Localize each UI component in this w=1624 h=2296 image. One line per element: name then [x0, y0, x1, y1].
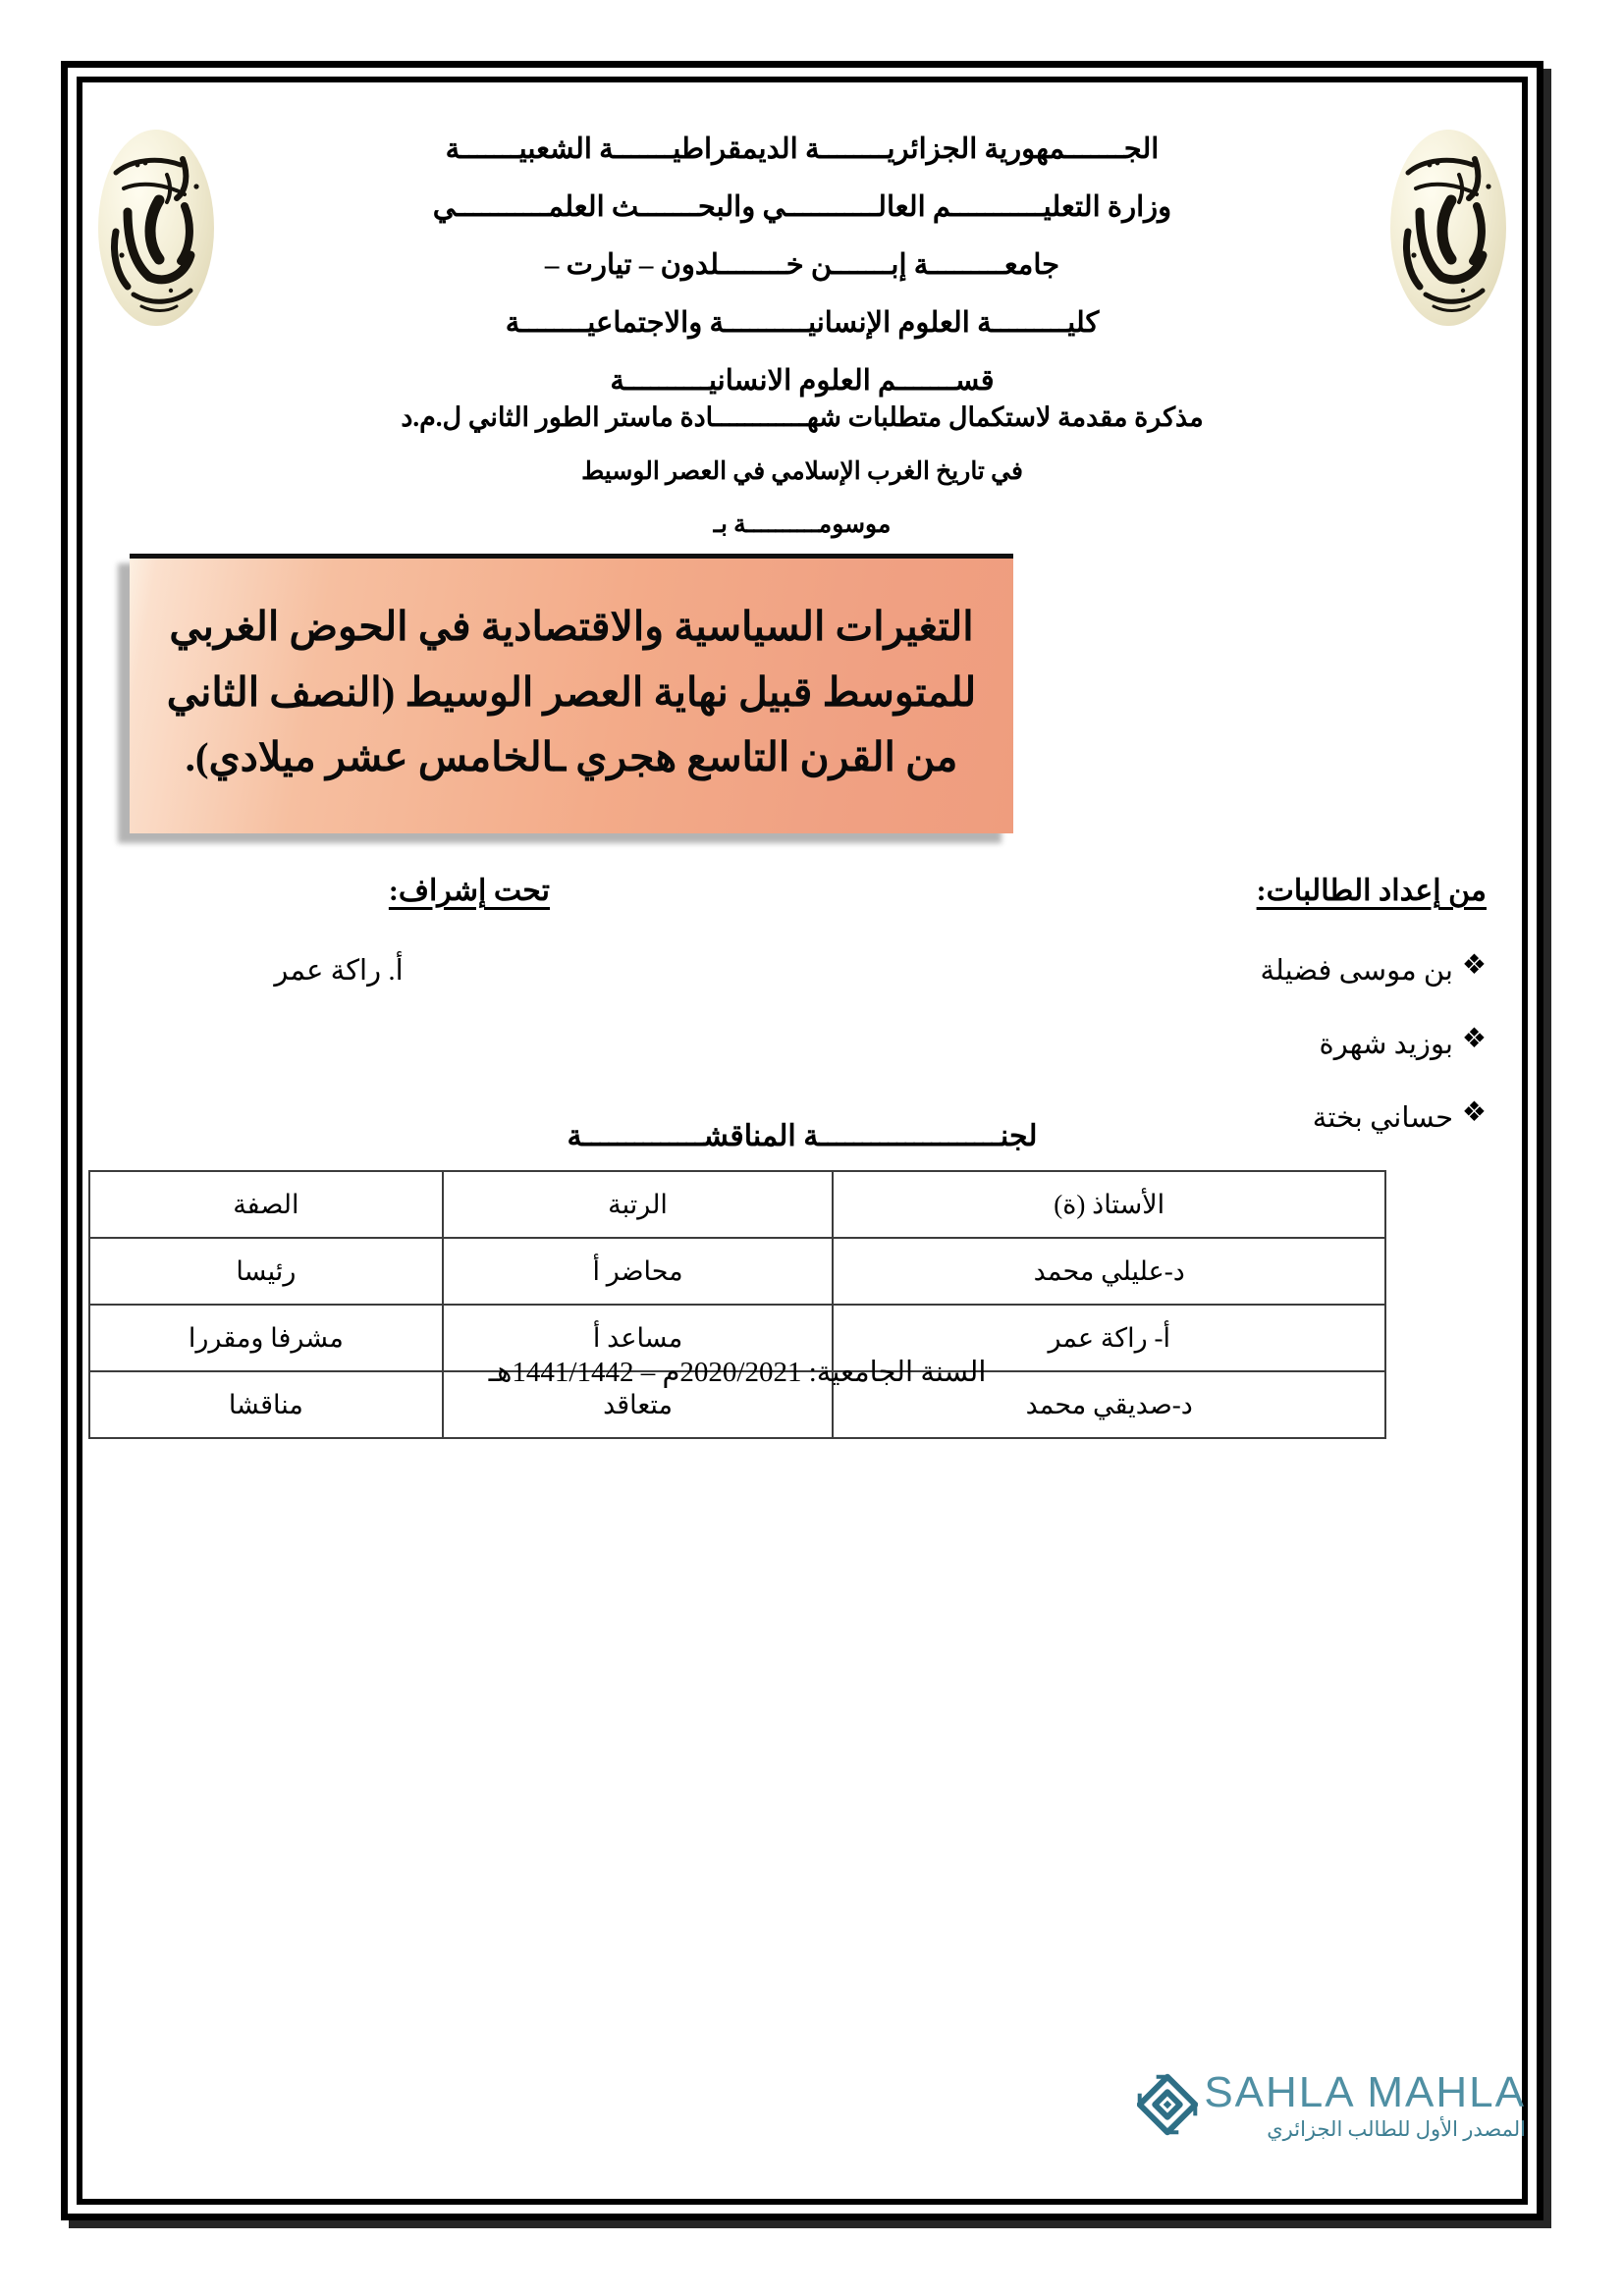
thesis-title-text: التغيرات السياسية والاقتصادية في الحوض الغربي للمتوسط قبيل نهاية العصر الوسيط (النصف الثاني من القرن التاسع هجري ـالخامس عشر ميلادي). — [166, 604, 977, 780]
jury-member-rank: مساعد أ — [443, 1305, 834, 1371]
header-department-line: قســـــــم العلوم الانسانيــــــــــة — [610, 365, 995, 397]
jury-member-role: مناقشا — [89, 1371, 443, 1438]
university-seal-left-icon — [98, 130, 214, 326]
header-university-line: جامعـــــــــة إبـــــــن خــــــــلدون – تيارت – — [544, 249, 1060, 281]
student-name: بن موسى فضيلة — [1260, 955, 1453, 987]
submission-statement — [147, 402, 1457, 562]
column-header-role: الصفة — [89, 1171, 443, 1238]
jury-member-role: رئيسا — [89, 1238, 443, 1305]
academic-year: السنة الجامعية: 2020/2021م – 1441/1442هـ — [488, 1357, 987, 1388]
student-name: حساني بختة — [1312, 1102, 1453, 1134]
jury-member-name: أ- راكة عمر — [833, 1305, 1385, 1371]
students-heading: من إعداد الطالبات: — [1256, 875, 1487, 907]
jury-table — [88, 1170, 1386, 1439]
watermark-text — [1204, 2067, 1526, 2142]
header-country-line: الجـــــــمهورية الجزائريــــــــة الديمقراطيـــــــة الشعبيـــــــة — [445, 133, 1160, 165]
header-ministry-line: وزارة التعليـــــــــــم العالـــــــــــي والبحـــــــث العلمـــــــــــي — [432, 191, 1172, 223]
student-list-item — [937, 950, 1487, 988]
student-list-item — [937, 1024, 1487, 1061]
jury-member-rank: محاضر أ — [443, 1238, 834, 1305]
submission-entitled-line: موسومــــــــــة بـ — [713, 511, 892, 538]
jury-member-name: د-عليلي محمد — [833, 1238, 1385, 1305]
thesis-title-box — [130, 554, 1013, 833]
header-faculty-line: كليـــــــــة العلوم الإنسانيــــــــــة والاجتماعيــــــــة — [505, 307, 1100, 339]
table-row — [89, 1238, 1385, 1305]
supervisor-heading: تحت إشراف: — [388, 875, 550, 907]
institution-header — [226, 135, 1379, 425]
diamond-bullet-icon: ❖ — [1461, 1097, 1487, 1128]
watermark-subtitle: المصدر الأول للطالب الجزائري — [1267, 2117, 1526, 2141]
watermark — [1137, 2067, 1526, 2142]
page-content — [88, 88, 1526, 2193]
jury-heading: لجنـــــــــــــــــــــة المناقشــــــــــــــة — [567, 1120, 1038, 1152]
submission-degree-line: مذكرة مقدمة لاستكمال متطلبات شهــــــــــــادة ماستر الطور الثاني ل.م.د — [401, 402, 1204, 432]
sahla-mahla-diamond-logo-icon — [1137, 2071, 1198, 2142]
diamond-bullet-icon: ❖ — [1461, 950, 1487, 981]
submission-specialty-line: في تاريخ الغرب الإسلامي في العصر الوسيط — [581, 458, 1023, 485]
column-header-rank: الرتبة — [443, 1171, 834, 1238]
watermark-title: SAHLA MAHLA — [1204, 2067, 1526, 2116]
column-header-professor: الأستاذ (ة) — [833, 1171, 1385, 1238]
student-name: بوزيد شهرة — [1319, 1029, 1453, 1060]
jury-member-role: مشرفا ومقررا — [89, 1305, 443, 1371]
diamond-bullet-icon: ❖ — [1461, 1024, 1487, 1054]
jury-member-rank: متعاقد — [443, 1371, 834, 1438]
jury-member-name: د-صديقي محمد — [833, 1371, 1385, 1438]
university-seal-right-icon — [1390, 130, 1506, 326]
supervisor-name: أ. راكة عمر — [274, 955, 404, 987]
table-header-row — [89, 1171, 1385, 1238]
